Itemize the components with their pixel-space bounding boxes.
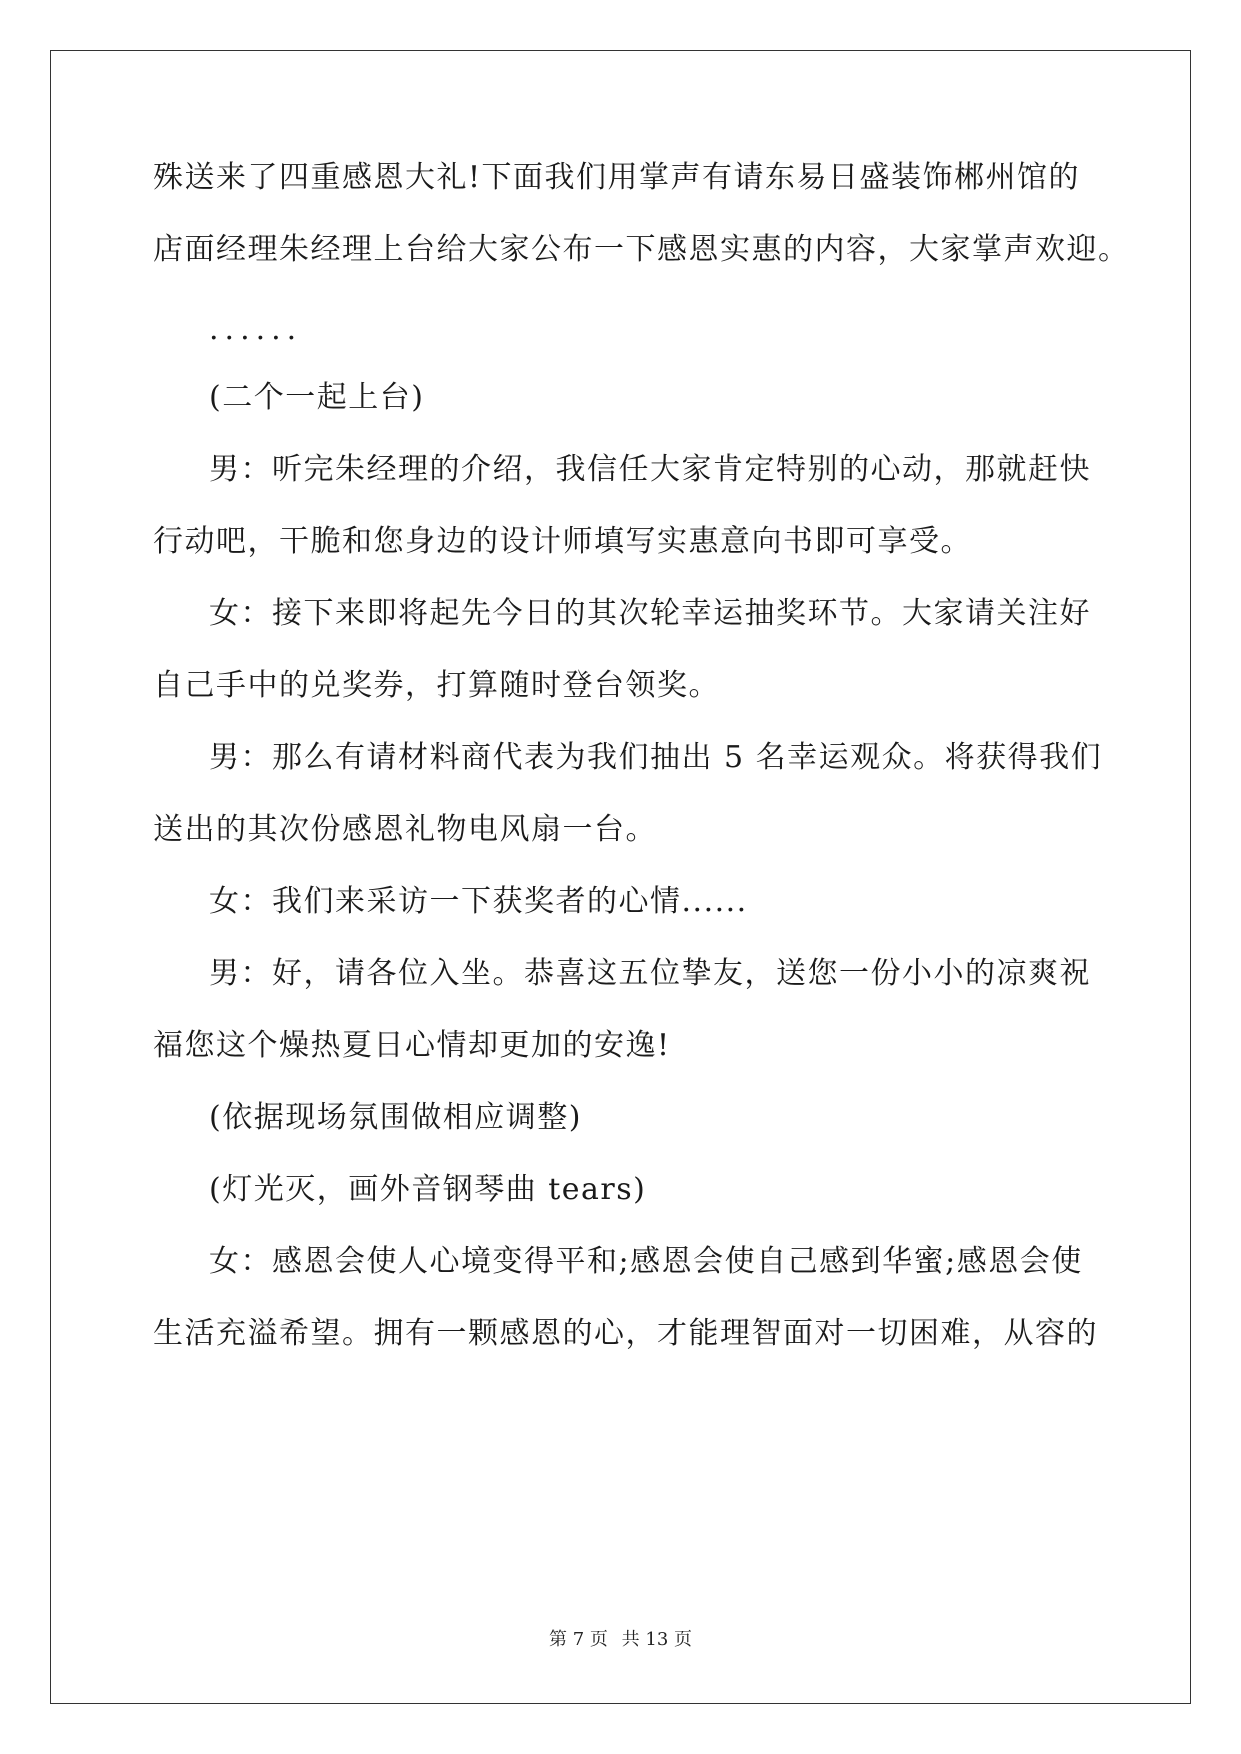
stage-direction-1: (二个一起上台) <box>209 380 425 415</box>
text-line-13: 福您这个燥热夏日心情却更加的安逸! <box>153 1028 671 1063</box>
stage-direction-2: (依据现场氛围做相应调整) <box>209 1100 582 1135</box>
text-line-16: 女：感恩会使人心境变得平和;感恩会使自己感到华蜜;感恩会使 <box>209 1244 1083 1279</box>
page-number: 第 7 页 <box>549 1629 608 1650</box>
page-footer <box>0 1625 1241 1651</box>
text-line-10: 送出的其次份感恩礼物电风扇一台。 <box>153 812 657 847</box>
text-line-1: 殊送来了四重感恩大礼!下面我们用掌声有请东易日盛装饰郴州馆的 <box>153 160 1081 195</box>
page-total: 共 13 页 <box>621 1629 692 1650</box>
text-line-17: 生活充溢希望。拥有一颗感恩的心，才能理智面对一切困难，从容的 <box>153 1316 1098 1351</box>
page-border <box>50 50 1191 1704</box>
text-line-6: 行动吧，干脆和您身边的设计师填写实惠意向书即可享受。 <box>153 524 972 559</box>
text-line-12: 男：好，请各位入坐。恭喜这五位挚友，送您一份小小的凉爽祝 <box>209 956 1091 991</box>
text-line-2: 店面经理朱经理上台给大家公布一下感恩实惠的内容，大家掌声欢迎。 <box>153 232 1130 267</box>
text-line-8: 自己手中的兑奖券，打算随时登台领奖。 <box>153 668 720 703</box>
text-line-5: 男：听完朱经理的介绍，我信任大家肯定特别的心动，那就赶快 <box>209 452 1091 487</box>
text-line-7: 女：接下来即将起先今日的其次轮幸运抽奖环节。大家请关注好 <box>209 596 1091 631</box>
text-line-11: 女：我们来采访一下获奖者的心情...... <box>209 884 748 919</box>
text-line-9: 男：那么有请材料商代表为我们抽出 5 名幸运观众。将获得我们 <box>209 740 1103 775</box>
stage-direction-3: (灯光灭，画外音钢琴曲 tears) <box>209 1172 647 1207</box>
ellipsis-line: ...... <box>209 312 303 347</box>
